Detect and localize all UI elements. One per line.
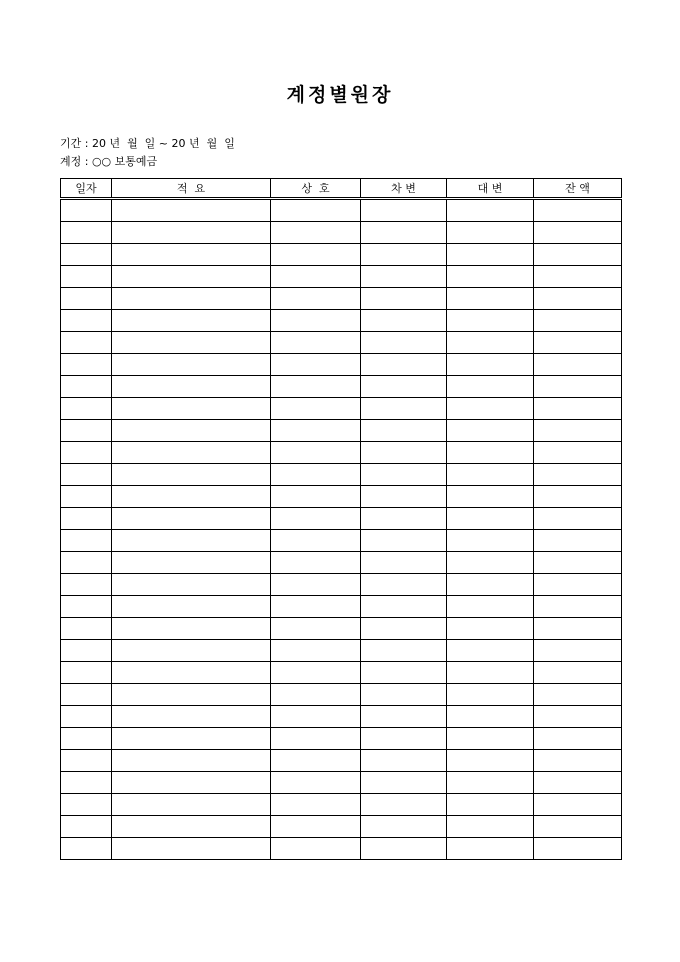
balance-cell[interactable] — [534, 464, 622, 486]
description-cell[interactable] — [112, 222, 271, 244]
debit-cell[interactable] — [361, 640, 447, 662]
debit-cell[interactable] — [361, 508, 447, 530]
debit-cell[interactable] — [361, 816, 447, 838]
table-row — [61, 420, 622, 442]
table-row — [61, 199, 622, 222]
description-cell[interactable] — [112, 508, 271, 530]
debit-cell[interactable] — [361, 794, 447, 816]
table-row — [61, 332, 622, 354]
business-name-cell[interactable] — [271, 376, 361, 398]
balance-cell[interactable] — [534, 244, 622, 266]
balance-cell[interactable] — [534, 310, 622, 332]
credit-cell[interactable] — [447, 266, 534, 288]
credit-cell[interactable] — [447, 332, 534, 354]
balance-cell[interactable] — [534, 508, 622, 530]
credit-cell[interactable] — [447, 816, 534, 838]
credit-cell[interactable] — [447, 640, 534, 662]
description-cell[interactable] — [112, 706, 271, 728]
business-name-cell[interactable] — [271, 618, 361, 640]
table-row — [61, 574, 622, 596]
table-row — [61, 662, 622, 684]
credit-cell[interactable] — [447, 222, 534, 244]
credit-cell[interactable] — [447, 574, 534, 596]
debit-cell[interactable] — [361, 266, 447, 288]
description-cell[interactable] — [112, 486, 271, 508]
credit-cell[interactable] — [447, 420, 534, 442]
table-row — [61, 222, 622, 244]
credit-cell[interactable] — [447, 244, 534, 266]
business-name-cell[interactable] — [271, 354, 361, 376]
business-name-cell[interactable] — [271, 508, 361, 530]
debit-cell[interactable] — [361, 420, 447, 442]
date-cell[interactable] — [61, 794, 112, 816]
description-cell[interactable] — [112, 728, 271, 750]
business-name-cell[interactable] — [271, 574, 361, 596]
balance-cell[interactable] — [534, 662, 622, 684]
credit-cell[interactable] — [447, 662, 534, 684]
description-cell[interactable] — [112, 376, 271, 398]
date-cell[interactable] — [61, 596, 112, 618]
description-cell[interactable] — [112, 442, 271, 464]
balance-cell[interactable] — [534, 552, 622, 574]
debit-cell[interactable] — [361, 310, 447, 332]
date-cell[interactable] — [61, 838, 112, 860]
business-name-cell[interactable] — [271, 332, 361, 354]
description-cell[interactable] — [112, 772, 271, 794]
debit-cell[interactable] — [361, 332, 447, 354]
header-row — [61, 179, 622, 199]
business-name-cell[interactable] — [271, 288, 361, 310]
description-cell[interactable] — [112, 684, 271, 706]
business-name-cell[interactable] — [271, 486, 361, 508]
date-cell[interactable] — [61, 750, 112, 772]
table-row — [61, 486, 622, 508]
description-cell[interactable] — [112, 266, 271, 288]
business-name-cell[interactable] — [271, 398, 361, 420]
header-balance: 잔 액 — [534, 179, 622, 199]
credit-cell[interactable] — [447, 618, 534, 640]
balance-cell[interactable] — [534, 376, 622, 398]
credit-cell[interactable] — [447, 199, 534, 222]
debit-cell[interactable] — [361, 486, 447, 508]
balance-cell[interactable] — [534, 266, 622, 288]
date-cell[interactable] — [61, 706, 112, 728]
date-cell[interactable] — [61, 618, 112, 640]
date-cell[interactable] — [61, 508, 112, 530]
business-name-cell[interactable] — [271, 728, 361, 750]
business-name-cell[interactable] — [271, 266, 361, 288]
table-row — [61, 442, 622, 464]
date-cell[interactable] — [61, 662, 112, 684]
table-row — [61, 706, 622, 728]
debit-cell[interactable] — [361, 596, 447, 618]
balance-cell[interactable] — [534, 684, 622, 706]
business-name-cell[interactable] — [271, 310, 361, 332]
ledger-table — [60, 178, 622, 860]
date-cell[interactable] — [61, 398, 112, 420]
date-cell[interactable] — [61, 464, 112, 486]
business-name-cell[interactable] — [271, 684, 361, 706]
balance-cell[interactable] — [534, 750, 622, 772]
business-name-cell[interactable] — [271, 772, 361, 794]
debit-cell[interactable] — [361, 464, 447, 486]
description-cell[interactable] — [112, 244, 271, 266]
business-name-cell[interactable] — [271, 640, 361, 662]
date-cell[interactable] — [61, 420, 112, 442]
description-cell[interactable] — [112, 354, 271, 376]
date-cell[interactable] — [61, 486, 112, 508]
description-cell[interactable] — [112, 794, 271, 816]
debit-cell[interactable] — [361, 552, 447, 574]
debit-cell[interactable] — [361, 750, 447, 772]
credit-cell[interactable] — [447, 288, 534, 310]
document-title: 계정별원장 — [286, 84, 394, 106]
date-cell[interactable] — [61, 376, 112, 398]
balance-cell[interactable] — [534, 596, 622, 618]
credit-cell[interactable] — [447, 772, 534, 794]
date-cell[interactable] — [61, 222, 112, 244]
balance-cell[interactable] — [534, 486, 622, 508]
description-cell[interactable] — [112, 310, 271, 332]
credit-cell[interactable] — [447, 728, 534, 750]
debit-cell[interactable] — [361, 222, 447, 244]
credit-cell[interactable] — [447, 310, 534, 332]
balance-cell[interactable] — [534, 640, 622, 662]
debit-cell[interactable] — [361, 706, 447, 728]
balance-cell[interactable] — [534, 618, 622, 640]
date-cell[interactable] — [61, 772, 112, 794]
description-cell[interactable] — [112, 552, 271, 574]
description-cell[interactable] — [112, 332, 271, 354]
debit-cell[interactable] — [361, 662, 447, 684]
table-row — [61, 640, 622, 662]
credit-cell[interactable] — [447, 398, 534, 420]
balance-cell[interactable] — [534, 772, 622, 794]
balance-cell[interactable] — [534, 199, 622, 222]
date-cell[interactable] — [61, 266, 112, 288]
credit-cell[interactable] — [447, 838, 534, 860]
table-row — [61, 728, 622, 750]
table-row — [61, 354, 622, 376]
credit-cell[interactable] — [447, 508, 534, 530]
debit-cell[interactable] — [361, 838, 447, 860]
debit-cell[interactable] — [361, 442, 447, 464]
business-name-cell[interactable] — [271, 442, 361, 464]
date-cell[interactable] — [61, 552, 112, 574]
table-row — [61, 816, 622, 838]
debit-cell[interactable] — [361, 376, 447, 398]
date-cell[interactable] — [61, 288, 112, 310]
description-cell[interactable] — [112, 618, 271, 640]
business-name-cell[interactable] — [271, 706, 361, 728]
balance-cell[interactable] — [534, 398, 622, 420]
table-row — [61, 684, 622, 706]
table-row — [61, 376, 622, 398]
business-name-cell[interactable] — [271, 596, 361, 618]
balance-cell[interactable] — [534, 222, 622, 244]
header-business-name: 상 호 — [271, 179, 361, 199]
credit-cell[interactable] — [447, 354, 534, 376]
business-name-cell[interactable] — [271, 838, 361, 860]
header-credit: 대 변 — [447, 179, 534, 199]
balance-cell[interactable] — [534, 288, 622, 310]
table-row — [61, 552, 622, 574]
ledger-body — [61, 199, 622, 860]
business-name-cell[interactable] — [271, 552, 361, 574]
table-row — [61, 464, 622, 486]
header-date: 일자 — [61, 179, 112, 199]
credit-cell[interactable] — [447, 552, 534, 574]
business-name-cell[interactable] — [271, 464, 361, 486]
debit-cell[interactable] — [361, 728, 447, 750]
description-cell[interactable] — [112, 530, 271, 552]
date-cell[interactable] — [61, 244, 112, 266]
credit-cell[interactable] — [447, 684, 534, 706]
date-cell[interactable] — [61, 199, 112, 222]
date-cell[interactable] — [61, 310, 112, 332]
header-debit: 차 변 — [361, 179, 447, 199]
balance-cell[interactable] — [534, 442, 622, 464]
business-name-cell[interactable] — [271, 794, 361, 816]
debit-cell[interactable] — [361, 684, 447, 706]
table-row — [61, 266, 622, 288]
credit-cell[interactable] — [447, 596, 534, 618]
description-cell[interactable] — [112, 288, 271, 310]
credit-cell[interactable] — [447, 750, 534, 772]
table-row — [61, 288, 622, 310]
table-row — [61, 244, 622, 266]
date-cell[interactable] — [61, 530, 112, 552]
table-row — [61, 398, 622, 420]
date-cell[interactable] — [61, 684, 112, 706]
date-cell[interactable] — [61, 728, 112, 750]
account-line: 계정 : ○○ 보통예금 — [60, 155, 158, 168]
credit-cell[interactable] — [447, 376, 534, 398]
description-cell[interactable] — [112, 838, 271, 860]
description-cell[interactable] — [112, 398, 271, 420]
balance-cell[interactable] — [534, 794, 622, 816]
balance-cell[interactable] — [534, 838, 622, 860]
description-cell[interactable] — [112, 750, 271, 772]
credit-cell[interactable] — [447, 530, 534, 552]
business-name-cell[interactable] — [271, 244, 361, 266]
business-name-cell[interactable] — [271, 750, 361, 772]
description-cell[interactable] — [112, 199, 271, 222]
debit-cell[interactable] — [361, 618, 447, 640]
date-cell[interactable] — [61, 574, 112, 596]
debit-cell[interactable] — [361, 530, 447, 552]
business-name-cell[interactable] — [271, 662, 361, 684]
description-cell[interactable] — [112, 596, 271, 618]
balance-cell[interactable] — [534, 706, 622, 728]
description-cell[interactable] — [112, 662, 271, 684]
debit-cell[interactable] — [361, 398, 447, 420]
credit-cell[interactable] — [447, 486, 534, 508]
balance-cell[interactable] — [534, 574, 622, 596]
table-row — [61, 772, 622, 794]
table-row — [61, 596, 622, 618]
balance-cell[interactable] — [534, 420, 622, 442]
table-row — [61, 508, 622, 530]
debit-cell[interactable] — [361, 574, 447, 596]
balance-cell[interactable] — [534, 816, 622, 838]
debit-cell[interactable] — [361, 244, 447, 266]
business-name-cell[interactable] — [271, 530, 361, 552]
business-name-cell[interactable] — [271, 420, 361, 442]
credit-cell[interactable] — [447, 464, 534, 486]
description-cell[interactable] — [112, 464, 271, 486]
credit-cell[interactable] — [447, 794, 534, 816]
balance-cell[interactable] — [534, 354, 622, 376]
date-cell[interactable] — [61, 816, 112, 838]
description-cell[interactable] — [112, 816, 271, 838]
period-line: 기간 : 20 년 월 일 ~ 20 년 월 일 — [60, 137, 235, 150]
date-cell[interactable] — [61, 442, 112, 464]
balance-cell[interactable] — [534, 728, 622, 750]
table-row — [61, 618, 622, 640]
date-cell[interactable] — [61, 332, 112, 354]
table-row — [61, 530, 622, 552]
description-cell[interactable] — [112, 640, 271, 662]
business-name-cell[interactable] — [271, 222, 361, 244]
description-cell[interactable] — [112, 574, 271, 596]
debit-cell[interactable] — [361, 772, 447, 794]
date-cell[interactable] — [61, 640, 112, 662]
date-cell[interactable] — [61, 354, 112, 376]
table-row — [61, 750, 622, 772]
credit-cell[interactable] — [447, 706, 534, 728]
description-cell[interactable] — [112, 420, 271, 442]
debit-cell[interactable] — [361, 199, 447, 222]
balance-cell[interactable] — [534, 530, 622, 552]
header-description: 적 요 — [112, 179, 271, 199]
business-name-cell[interactable] — [271, 199, 361, 222]
business-name-cell[interactable] — [271, 816, 361, 838]
credit-cell[interactable] — [447, 442, 534, 464]
debit-cell[interactable] — [361, 288, 447, 310]
debit-cell[interactable] — [361, 354, 447, 376]
table-row — [61, 310, 622, 332]
table-row — [61, 838, 622, 860]
table-row — [61, 794, 622, 816]
balance-cell[interactable] — [534, 332, 622, 354]
